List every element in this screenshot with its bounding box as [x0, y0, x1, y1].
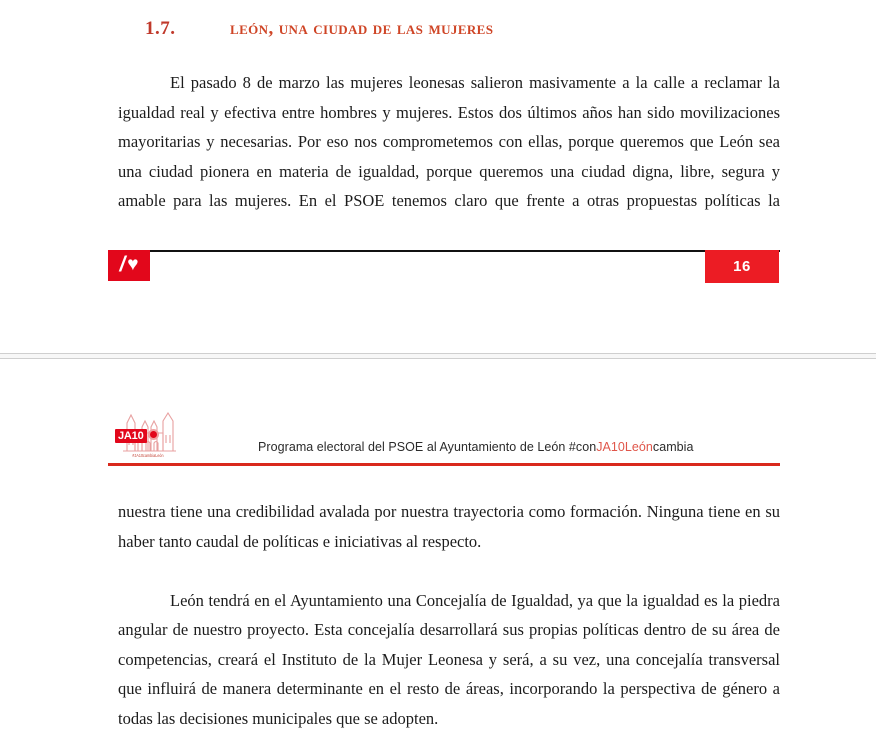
header-divider	[108, 463, 780, 466]
logo-caption: #JA10cambiaLeón	[112, 454, 184, 459]
header-text-after: cambia	[653, 440, 694, 454]
paragraph: nuestra tiene una credibilidad avalada por nuestra trayectoria como formación. Ninguna tiene en su haber tanto caudal de políticas e iniciativas al respecto.	[118, 497, 780, 556]
header-hashtag-highlight: JA10León	[596, 440, 653, 454]
paragraph: León tendrá en el Ayuntamiento una Concejalía de Igualdad, ya que la igualdad es la piedra angular de nuestro proyecto. Esta concejalía desarrollará sus propias políticas dentro de su área de competencias, creará el Instituto de la Mujer Leonesa y será, a su vez, una concejalía transversal que influirá de manera determinante en el resto de áreas, incorporando la perspectiva de género a todas las decisiones municipales que se adopten.	[118, 586, 780, 733]
section-number: 1.7.	[145, 18, 230, 40]
zero-dot-icon	[148, 429, 159, 440]
page-2-body	[118, 497, 780, 733]
page-1-body	[118, 68, 780, 245]
page-number: 16	[733, 258, 751, 275]
header-running-title	[258, 440, 694, 454]
section-heading	[145, 18, 493, 40]
paragraph: El pasado 8 de marzo las mujeres leonesas salieron masivamente a la calle a reclamar la igualdad real y efectiva entre hombres y mujeres. Estos dos últimos años han sido movilizaciones mayoritarias y necesarias. Por eso nos comprometemos con ellas, porque queremos que León sea una ciudad pionera en materia de igualdad, porque queremos una ciudad digna, libre, segura y amable para las mujeres. En el PSOE tenemos claro que frente a otras propuestas políticas la	[118, 68, 780, 245]
heart-icon: ♥	[127, 255, 138, 274]
page-title: león, una ciudad de las mujeres	[230, 18, 493, 40]
page-1-footer	[0, 250, 876, 298]
page-number-badge	[705, 250, 779, 283]
document-page-1	[0, 0, 876, 353]
header-text-before: Programa electoral del PSOE al Ayuntamiento de León #con	[258, 440, 596, 454]
document-page-2	[0, 359, 876, 714]
slash-icon: /	[119, 254, 125, 275]
page-2-header	[0, 407, 876, 469]
psoe-heart-logo	[108, 250, 150, 281]
ja10-badge: JA10	[115, 429, 147, 443]
footer-divider	[108, 250, 780, 252]
ja10-leon-logo	[112, 407, 184, 463]
